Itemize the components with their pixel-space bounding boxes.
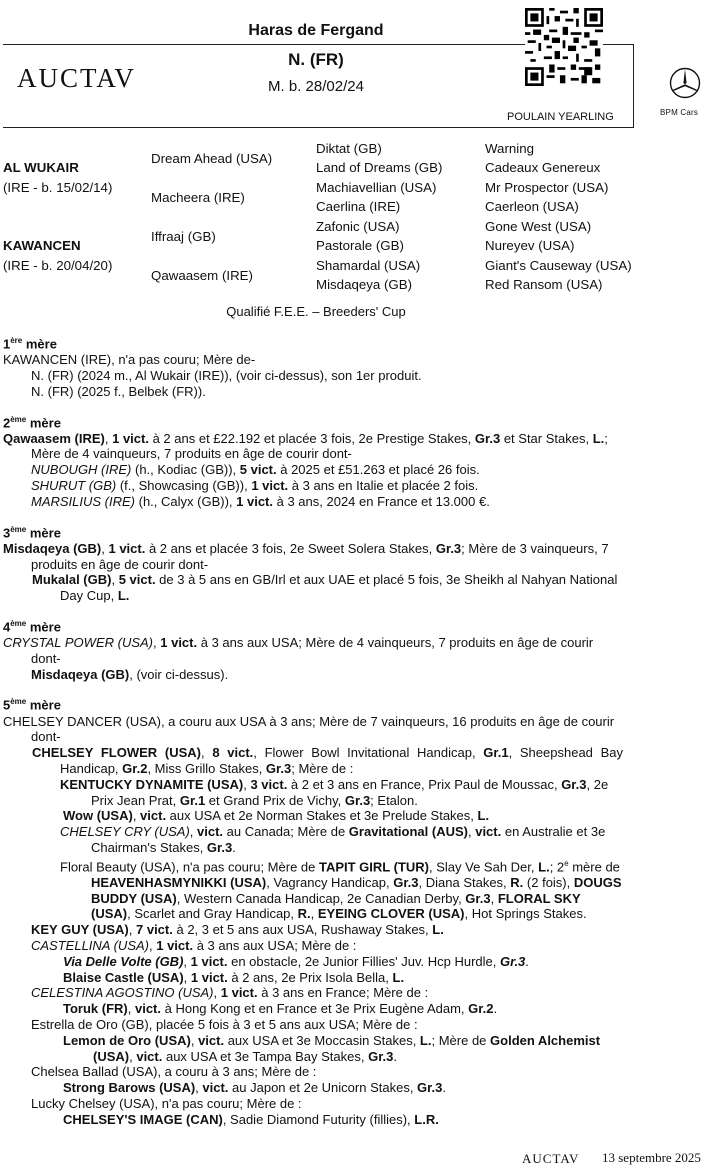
pedigree-gen4: Gone West (USA) xyxy=(485,219,592,234)
section-title: 1ère mère xyxy=(3,336,57,352)
produce-line: Lucky Chelsey (USA), n'a pas couru; Mère de : xyxy=(31,1096,302,1112)
section-2nd-dam xyxy=(3,412,623,510)
sex-label: POULAIN YEARLING xyxy=(507,111,614,123)
pedigree-gen2: Qawaasem (IRE) xyxy=(151,268,253,283)
section-title: 2ème mère xyxy=(3,414,61,430)
section-3rd-dam xyxy=(3,522,623,604)
produce-line: SHURUT (GB) (f., Showcasing (GB)), 1 vict. à 3 ans en Italie et placée 2 fois. xyxy=(31,478,479,494)
sire-info: (IRE - b. 15/02/14) xyxy=(3,180,113,195)
farm-name: Haras de Fergand xyxy=(248,22,384,39)
pedigree-gen4: Giant's Causeway (USA) xyxy=(485,258,632,273)
sire-name: AL WUKAIR xyxy=(3,160,79,175)
produce-line: Misdaqeya (GB), (voir ci-dessus). xyxy=(31,666,229,682)
produce-line: KENTUCKY DYNAMITE (USA), 3 vict. à 2 et 3 ans en France, Prix Paul de Moussac, Gr.3, 2e Prix Jean Prat, Gr.1 et Grand Prix de Vichy, Gr.3; Etalon. xyxy=(60,776,609,808)
birth-info: M. b. 28/02/24 xyxy=(268,78,364,95)
produce-line: Floral Beauty (USA), n'a pas couru; Mère de TAPIT GIRL (TUR), Slay Ve Sah Der, L.; 2e mère de HEAVENHASMYNIKKI (USA), Vagrancy Handicap, Gr.3, Diana Stakes, R. (2 fois), DOUGS BUDDY (USA), Western Canada Handicap, 2e Canadian Derby, Gr.3, FLORAL SKY (USA), Scarlet and Gray Handicap, R., EYEING CLOVER (USA), Hot Springs Stakes. xyxy=(60,858,622,922)
produce-line: N. (FR) (2024 m., Al Wukair (IRE)), (voir ci-dessus), son 1er produit. xyxy=(31,367,422,383)
pedigree-gen2: Dream Ahead (USA) xyxy=(151,151,273,166)
produce-line: Lemon de Oro (USA), vict. aux USA et 3e Moccasin Stakes, L.; Mère de Golden Alchemist (USA), vict. aux USA et 3e Tampa Bay Stakes, Gr.3. xyxy=(63,1032,601,1064)
horse-name: N. (FR) xyxy=(288,50,344,69)
dam-info: (IRE - b. 20/04/20) xyxy=(3,258,113,273)
produce-line: Strong Barows (USA), vict. au Japon et 2e Unicorn Stakes, Gr.3. xyxy=(63,1080,446,1096)
section-4th-dam xyxy=(3,616,623,683)
pedigree-gen4: Cadeaux Genereux xyxy=(485,160,601,175)
dam-line: CRYSTAL POWER (USA), 1 vict. à 3 ans aux USA; Mère de 4 vainqueurs, 7 produits en âge de courir dont- xyxy=(3,635,594,666)
pedigree-gen4: Caerleon (USA) xyxy=(485,199,579,214)
dam-line: Qawaasem (IRE), 1 vict. à 2 ans et £22.192 et placée 3 fois, 2e Prestige Stakes, Gr.3 et Star Stakes, L.; Mère de 4 vainqueurs, 7 produits en âge de courir dont- xyxy=(3,430,608,462)
section-5th-dam xyxy=(3,694,623,1127)
dam-line: KAWANCEN (IRE), n'a pas couru; Mère de- xyxy=(3,352,256,368)
dam-line: CHELSEY DANCER (USA), a couru aux USA à 3 ans; Mère de 7 vainqueurs, 16 produits en âge de courir dont- xyxy=(3,713,615,745)
dam-line: Misdaqeya (GB), 1 vict. à 2 ans et placée 3 fois, 2e Sweet Solera Stakes, Gr.3; Mère de 3 vainqueurs, 7 produits en âge de courir dont- xyxy=(3,540,609,572)
produce-line: KEY GUY (USA), 7 vict. à 2, 3 et 5 ans aux USA, Rushaway Stakes, L. xyxy=(31,922,444,938)
auctav-logo: AUCTAV xyxy=(17,63,136,93)
pedigree-gen4: Mr Prospector (USA) xyxy=(485,180,609,195)
produce-line: Mukalal (GB), 5 vict. de 3 à 5 ans en GB/Irl et aux UAE et placé 5 fois, 3e Sheikh al Nahyan National Day Cup, L. xyxy=(32,572,618,604)
produce-line: Chelsea Ballad (USA), a couru à 3 ans; Mère de : xyxy=(31,1064,317,1080)
mercedes-logo-icon xyxy=(669,67,701,99)
produce-line: CHELSEY'S IMAGE (CAN), Sadie Diamond Futurity (fillies), L.R. xyxy=(63,1111,439,1127)
pedigree-gen3: Machiavellian (USA) xyxy=(316,180,437,195)
produce-line: NUBOUGH (IRE) (h., Kodiac (GB)), 5 vict. à 2025 et £51.263 et placé 26 fois. xyxy=(31,462,480,478)
pedigree-gen3: Misdaqeya (GB) xyxy=(316,277,413,292)
pedigree-gen2: Iffraaj (GB) xyxy=(151,229,216,244)
sponsor-label: BPM Cars xyxy=(660,108,699,117)
footer-logo: AUCTAV xyxy=(522,1151,580,1166)
section-title: 3ème mère xyxy=(3,524,61,540)
section-1st-dam xyxy=(3,333,623,400)
produce-line: CELESTINA AGOSTINO (USA), 1 vict. à 3 ans en France; Mère de : xyxy=(31,985,429,1001)
pedigree-gen2: Macheera (IRE) xyxy=(151,190,245,205)
dam-name: KAWANCEN xyxy=(3,238,81,253)
pedigree-gen3: Zafonic (USA) xyxy=(316,219,400,234)
produce-line: Via Delle Volte (GB), 1 vict. en obstacle, 2e Junior Fillies' Juv. Hcp Hurdle, Gr.3. xyxy=(63,953,529,969)
section-title: 4ème mère xyxy=(3,618,61,635)
produce-line: Blaise Castle (USA), 1 vict. à 2 ans, 2e Prix Isola Bella, L. xyxy=(63,969,405,985)
qr-code-icon xyxy=(525,8,603,86)
produce-line: Toruk (FR), vict. à Hong Kong et en France et 3e Prix Eugène Adam, Gr.2. xyxy=(63,1001,498,1017)
family-notes xyxy=(3,333,623,1128)
produce-line: Wow (USA), vict. aux USA et 2e Norman Stakes et 3e Prelude Stakes, L. xyxy=(63,808,490,824)
section-title: 5ème mère xyxy=(3,697,61,713)
qualification-line: Qualifié F.E.E. – Breeders' Cup xyxy=(226,304,406,319)
produce-line: CHELSEY CRY (USA), vict. au Canada; Mère de Gravitational (AUS), vict. en Australie et 3e Chairman's Stakes, Gr.3. xyxy=(60,824,606,855)
produce-line: MARSILIUS (IRE) (h., Calyx (GB)), 1 vict. à 3 ans, 2024 en France et 13.000 €. xyxy=(31,493,490,509)
footer-date: 13 septembre 2025 xyxy=(602,1150,701,1165)
produce-line: N. (FR) (2025 f., Belbek (FR)). xyxy=(31,383,206,399)
produce-line: Estrella de Oro (GB), placée 5 fois à 3 et 5 ans aux USA; Mère de : xyxy=(31,1017,418,1033)
pedigree-gen3: Diktat (GB) xyxy=(316,141,382,156)
produce-line: CASTELLINA (USA), 1 vict. à 3 ans aux USA; Mère de : xyxy=(31,938,357,954)
pedigree-gen4: Nureyev (USA) xyxy=(485,238,575,253)
pedigree-gen4: Red Ransom (USA) xyxy=(485,277,603,292)
pedigree-gen3: Land of Dreams (GB) xyxy=(316,160,443,175)
pedigree-gen3: Caerlina (IRE) xyxy=(316,199,401,214)
pedigree-gen3: Shamardal (USA) xyxy=(316,258,421,273)
pedigree-gen3: Pastorale (GB) xyxy=(316,238,404,253)
pedigree-gen4: Warning xyxy=(485,141,535,156)
produce-line: CHELSEY FLOWER (USA), 8 vict., Flower Bowl Invitational Handicap, Gr.1, Sheepshead Bay Handicap, Gr.2, Miss Grillo Stakes, Gr.3; Mère de : xyxy=(32,745,624,776)
